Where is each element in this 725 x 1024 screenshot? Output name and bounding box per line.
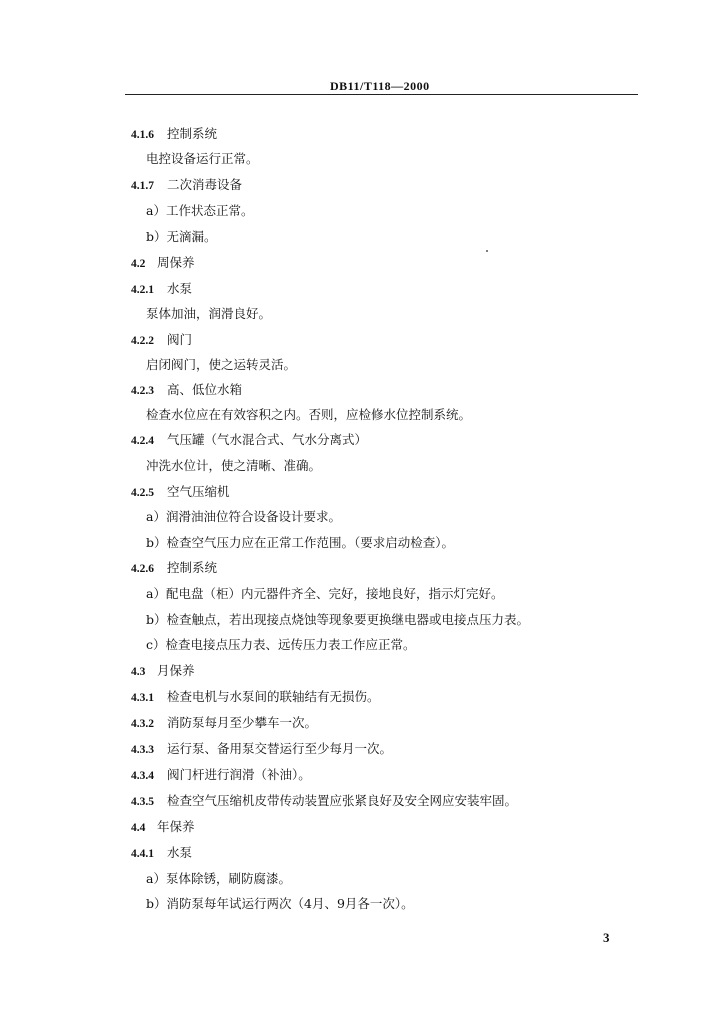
list-item: a）配电盘（柜）内元器件齐全、完好，接地良好，指示灯完好。 — [146, 586, 504, 601]
section-number: 4.3 — [131, 666, 146, 678]
paragraph-text: 泵体加油，润滑良好。 — [146, 306, 272, 321]
paragraph-text: 启闭阀门，使之运转灵活。 — [146, 357, 297, 372]
list-item: a）工作状态正常。 — [146, 203, 254, 218]
section-4-3 — [131, 663, 195, 680]
section-heading: 年保养 — [157, 819, 195, 834]
clause-text: 检查空气压缩机皮带传动装置应张紧良好及安全网应安装牢固。 — [167, 793, 518, 808]
clause-heading: 高、低位水箱 — [167, 382, 243, 397]
clause-text: 运行泵、备用泵交替运行至少每月一次。 — [167, 741, 393, 756]
clause-4-4-1 — [131, 845, 192, 862]
clause-number: 4.2.5 — [131, 487, 154, 499]
clause-text: 消防泵每月至少攀车一次。 — [167, 715, 318, 730]
standard-code-header: DB11/T118—2000 — [330, 79, 430, 93]
clause-number: 4.2.3 — [131, 385, 154, 397]
clause-text: 阀门杆进行润滑（补油）。 — [167, 767, 311, 782]
clause-number: 4.2.1 — [131, 284, 154, 296]
clause-4-3-1 — [131, 689, 380, 706]
paragraph-text: 检查水位应在有效容积之内。否则，应检修水位控制系统。 — [146, 407, 472, 422]
clause-heading: 水泵 — [167, 281, 193, 296]
clause-number: 4.3.4 — [131, 770, 154, 782]
section-number: 4.2 — [131, 258, 146, 270]
clause-4-3-2 — [131, 715, 317, 732]
clause-4-3-3 — [131, 741, 392, 758]
clause-heading: 水泵 — [167, 845, 193, 860]
section-number: 4.4 — [131, 822, 146, 834]
clause-4-3-4 — [131, 767, 311, 784]
section-heading: 周保养 — [157, 255, 195, 270]
list-item: b）检查空气压力应在正常工作范围。（要求启动检查）。 — [146, 535, 455, 550]
page-number: 3 — [603, 930, 610, 945]
list-item: b）消防泵每年试运行两次（4月、9月各一次）。 — [146, 896, 414, 911]
clause-number: 4.4.1 — [131, 848, 154, 860]
list-item: c）检查电接点压力表、远传压力表工作应正常。 — [146, 637, 416, 652]
clause-heading: 气压罐（气水混合式、气水分离式） — [167, 432, 368, 447]
clause-number: 4.3.5 — [131, 796, 154, 808]
clause-text: 检查电机与水泵间的联轴结有无损伤。 — [167, 689, 380, 704]
list-item: a）泵体除锈，刷防腐漆。 — [146, 871, 291, 886]
clause-number: 4.3.3 — [131, 744, 154, 756]
clause-heading: 空气压缩机 — [167, 484, 230, 499]
clause-heading: 阀门 — [167, 332, 193, 347]
paragraph-text: 电控设备运行正常。 — [146, 151, 259, 166]
clause-heading: 控制系统 — [167, 126, 218, 141]
list-item: b）无滴漏。 — [146, 229, 217, 244]
clause-4-2-2 — [131, 332, 192, 349]
section-heading: 月保养 — [157, 663, 195, 678]
clause-4-2-3 — [131, 382, 242, 399]
clause-number: 4.1.6 — [131, 129, 154, 141]
clause-heading: 控制系统 — [167, 560, 218, 575]
paragraph-text: 冲洗水位计，使之清晰、准确。 — [146, 458, 322, 473]
clause-number: 4.3.2 — [131, 718, 154, 730]
section-4-2 — [131, 255, 195, 272]
clause-number: 4.2.4 — [131, 435, 154, 447]
clause-4-2-5 — [131, 484, 230, 501]
header-divider — [125, 94, 638, 95]
clause-4-1-6 — [131, 126, 217, 143]
clause-4-3-5 — [131, 793, 517, 810]
clause-4-2-1 — [131, 281, 192, 298]
clause-4-2-4 — [131, 432, 367, 449]
clause-number: 4.2.2 — [131, 335, 154, 347]
clause-number: 4.2.6 — [131, 563, 154, 575]
clause-4-1-7 — [131, 177, 242, 194]
scan-speck — [486, 250, 488, 252]
list-item: b）检查触点，若出现接点烧蚀等现象要更换继电器或电接点压力表。 — [146, 612, 530, 627]
list-item: a）润滑油油位符合设备设计要求。 — [146, 509, 341, 524]
section-4-4 — [131, 819, 195, 836]
clause-4-2-6 — [131, 560, 217, 577]
clause-number: 4.3.1 — [131, 692, 154, 704]
clause-number: 4.1.7 — [131, 180, 154, 192]
clause-heading: 二次消毒设备 — [167, 177, 243, 192]
